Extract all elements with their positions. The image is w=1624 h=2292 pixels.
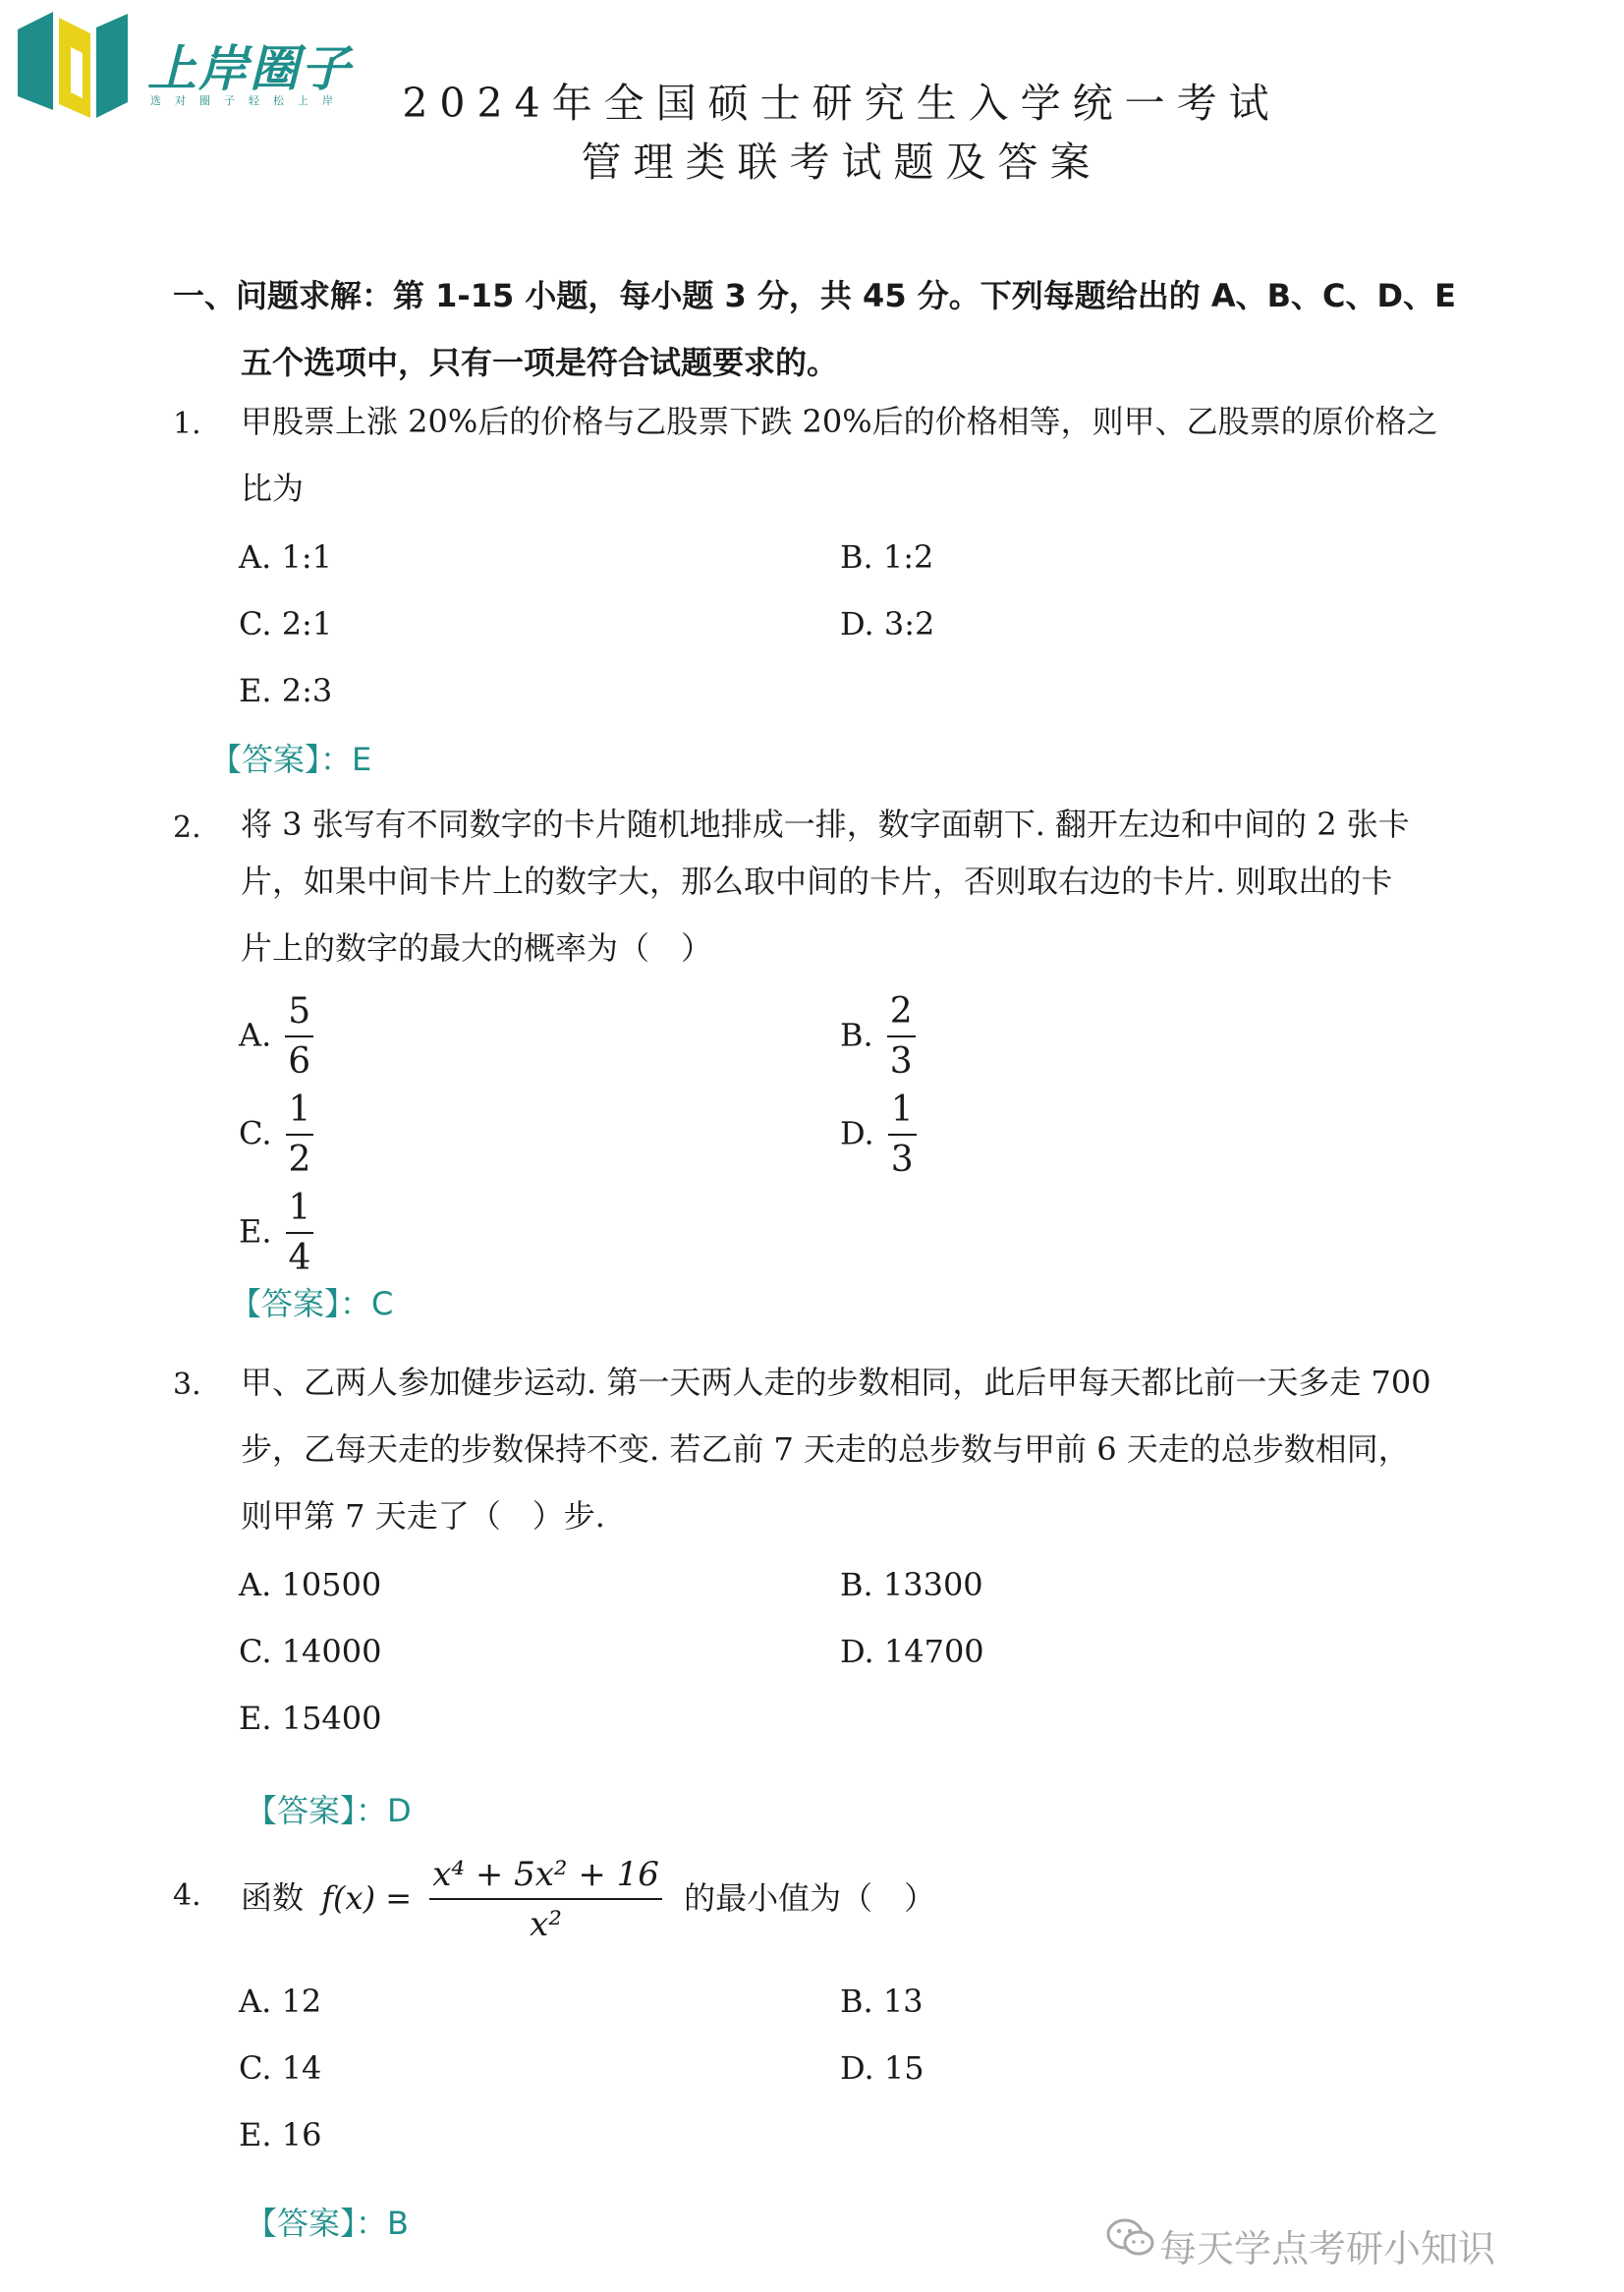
option-e: E. 15400 xyxy=(239,1700,382,1737)
option-e: E. 2:3 xyxy=(239,672,333,709)
option-a: A. 10500 xyxy=(239,1566,382,1603)
answer-label: 【答案】：D xyxy=(246,1792,412,1829)
logo-slogan: 选对圈子轻松上岸 xyxy=(150,94,347,107)
option-d: D. 3:2 xyxy=(840,605,935,643)
question-text: 将 3 张写有不同数字的卡片随机地排成一排，数字面朝下. 翻开左边和中间的 2 张卡 xyxy=(241,806,1410,843)
option-d: D. 14700 xyxy=(840,1633,984,1670)
question-text: 函数 f(x) = $\frac{\text{x⁴ + 5x² + 16}}{\text{x²}}$ 的最小值为（ ） xyxy=(241,1851,935,1949)
section-instructions-cont: 五个选项中，只有一项是符合试题要求的。 xyxy=(241,344,839,381)
page-title: 2024年全国硕士研究生入学统一考试 xyxy=(402,80,1281,127)
question-number: 3. xyxy=(173,1368,201,1402)
option-b: B. 13300 xyxy=(840,1566,983,1603)
option-c: C. 14000 xyxy=(239,1633,382,1670)
answer-label: 【答案】：B xyxy=(246,2205,409,2242)
option-e: E. $\frac{1}{4}$ xyxy=(239,1185,313,1283)
question-number: 4. xyxy=(173,1878,201,1913)
option-b: B. 1:2 xyxy=(840,538,934,576)
question-text: 比为 xyxy=(241,470,305,507)
option-a: A. 1:1 xyxy=(239,538,332,576)
question-text: 片，如果中间卡片上的数字大，那么取中间的卡片，否则取右边的卡片. 则取出的卡 xyxy=(241,863,1393,900)
logo-brand-text: 上岸圈子 xyxy=(147,40,352,97)
page-subtitle: 管理类联考试题及答案 xyxy=(581,139,1102,186)
option-c: C. 2:1 xyxy=(239,605,333,643)
function-fraction: $\frac{\text{x⁴ + 5x² + 16}}{\text{x²}}$ xyxy=(429,1851,662,1949)
option-e: E. 16 xyxy=(239,2116,322,2153)
wechat-icon xyxy=(1106,2216,1155,2260)
answer-label: 【答案】：C xyxy=(230,1285,394,1322)
watermark-text: 每天学点考研小知识 xyxy=(1159,2227,1496,2270)
question-text: 片上的数字的最大的概率为（ ） xyxy=(241,929,713,967)
option-d: D. 15 xyxy=(840,2049,924,2087)
function-expression: f(x) = xyxy=(321,1878,413,1917)
option-a: A. $\frac{5}{6}$ xyxy=(239,988,313,1087)
question-text: 甲、乙两人参加健步运动. 第一天两人走的步数相同，此后甲每天都比前一天多走 700 xyxy=(241,1364,1431,1401)
question-number: 2. xyxy=(173,811,201,845)
option-c: C. $\frac{1}{2}$ xyxy=(239,1087,313,1185)
question-text: 则甲第 7 天走了（ ）步. xyxy=(241,1497,605,1535)
question-text: 步，乙每天走的步数保持不变. 若乙前 7 天走的总步数与甲前 6 天走的总步数相同， xyxy=(241,1430,1410,1468)
option-b: B. 13 xyxy=(840,1983,924,2020)
option-c: C. 14 xyxy=(239,2049,322,2087)
option-d: D. $\frac{1}{3}$ xyxy=(840,1087,917,1185)
question-number: 1. xyxy=(173,407,201,441)
option-b: B. $\frac{2}{3}$ xyxy=(840,988,916,1087)
question-text: 甲股票上涨 20%后的价格与乙股票下跌 20%后的价格相等，则甲、乙股票的原价格之 xyxy=(241,403,1438,440)
option-a: A. 12 xyxy=(239,1983,322,2020)
section-instructions: 一、问题求解：第 1-15 小题，每小题 3 分，共 45 分。下列每题给出的 A、B、C、D、E xyxy=(173,277,1456,314)
answer-label: 【答案】：E xyxy=(210,741,372,778)
